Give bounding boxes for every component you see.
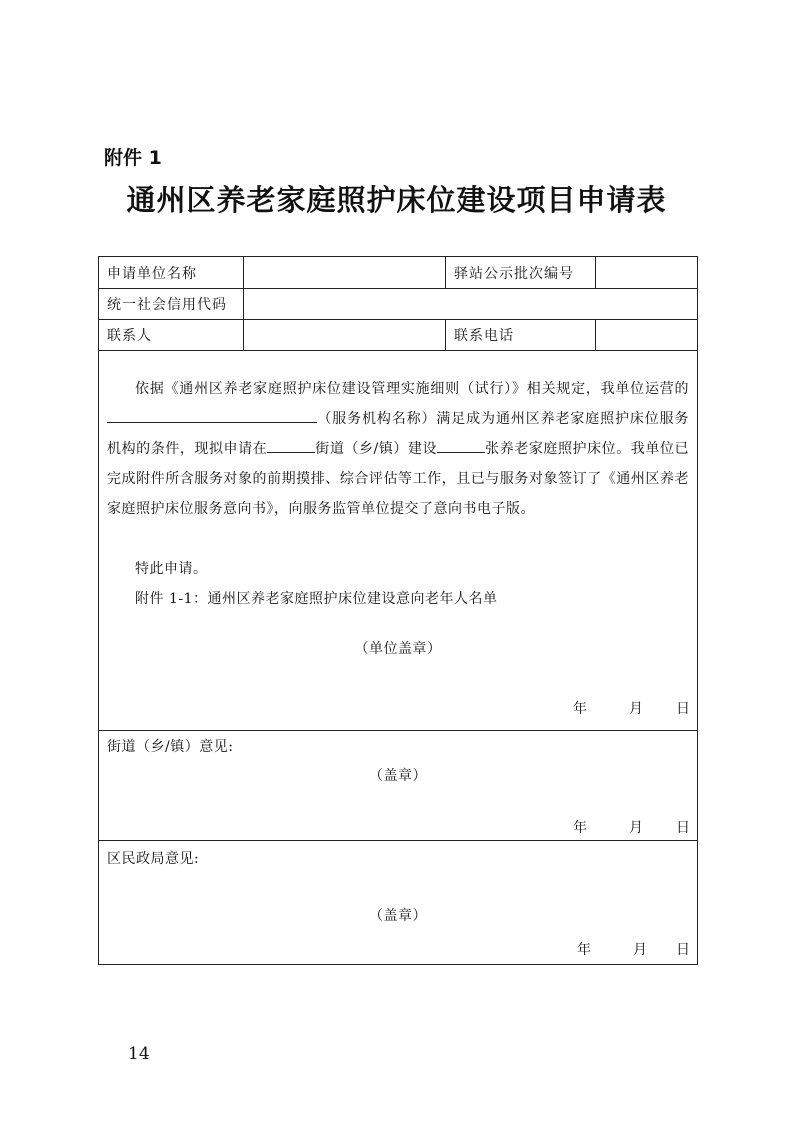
- district-opinion-section: [99, 841, 697, 964]
- date-year: 年: [577, 942, 591, 958]
- contact-field[interactable]: [243, 319, 445, 350]
- phone-field[interactable]: [595, 319, 697, 350]
- document-title: 通州区养老家庭照护床位建设项目申请表: [126, 183, 667, 217]
- statement-text-a: 依据《通州区养老家庭照护床位建设管理实施细则（试行）》相关规定，我单位运营的: [135, 381, 689, 397]
- street-opinion-section: [99, 731, 697, 841]
- attachment-note: 附件 1-1：通州区养老家庭照护床位建设意向老年人名单: [135, 591, 498, 607]
- statement-text-c: 街道（乡/镇）建设: [315, 441, 438, 457]
- street-seal: （盖章）: [369, 768, 427, 784]
- date-year: 年: [573, 701, 587, 717]
- attachment-label: 附件 1: [104, 147, 162, 169]
- credit-code-label: 统一社会信用代码: [107, 296, 227, 313]
- statement-text-d: 张养老家庭照护床位。我单位已完成附件所含服务对象的前期摸排、综合评估等工作，且已与服务对象签订了《通州区养老家庭照护床位服务意向书》，向服务监管单位提交了意向书电子版。: [107, 441, 690, 517]
- applicant-name-label: 申请单位名称: [107, 265, 197, 282]
- phone-label: 联系电话: [445, 319, 595, 350]
- application-form: [98, 256, 698, 965]
- form-row-contact: [99, 319, 697, 351]
- district-seal: （盖章）: [369, 908, 427, 924]
- batch-number-field[interactable]: [595, 257, 697, 288]
- contact-label: 联系人: [107, 327, 152, 344]
- page-number: 14: [128, 1044, 150, 1064]
- district-opinion-label: 区民政局意见:: [107, 851, 200, 867]
- form-row-applicant: [99, 257, 697, 289]
- date-month: 月: [633, 942, 647, 958]
- date-month: 月: [629, 701, 643, 717]
- statement-text-b: （服务机构名称）满足成为通州区养老家庭照护床位服务机构的条件，现拟申请在: [107, 411, 689, 457]
- credit-code-field[interactable]: [243, 288, 697, 319]
- statement-paragraph: [107, 374, 689, 524]
- date-month: 月: [629, 820, 643, 836]
- form-row-credit-code: [99, 288, 697, 320]
- statement-section: [99, 350, 697, 731]
- date-day: 日: [676, 701, 690, 717]
- service-org-name-blank[interactable]: [107, 408, 317, 423]
- street-name-blank[interactable]: [267, 438, 315, 453]
- batch-number-label: 驿站公示批次编号: [445, 257, 595, 288]
- street-opinion-label: 街道（乡/镇）意见:: [107, 739, 234, 755]
- date-day: 日: [676, 942, 690, 958]
- date-day: 日: [676, 820, 690, 836]
- applicant-name-field[interactable]: [243, 257, 445, 288]
- date-year: 年: [573, 820, 587, 836]
- unit-seal: （单位盖章）: [354, 641, 442, 657]
- special-request: 特此申请。: [135, 561, 208, 577]
- bed-count-blank[interactable]: [437, 438, 485, 453]
